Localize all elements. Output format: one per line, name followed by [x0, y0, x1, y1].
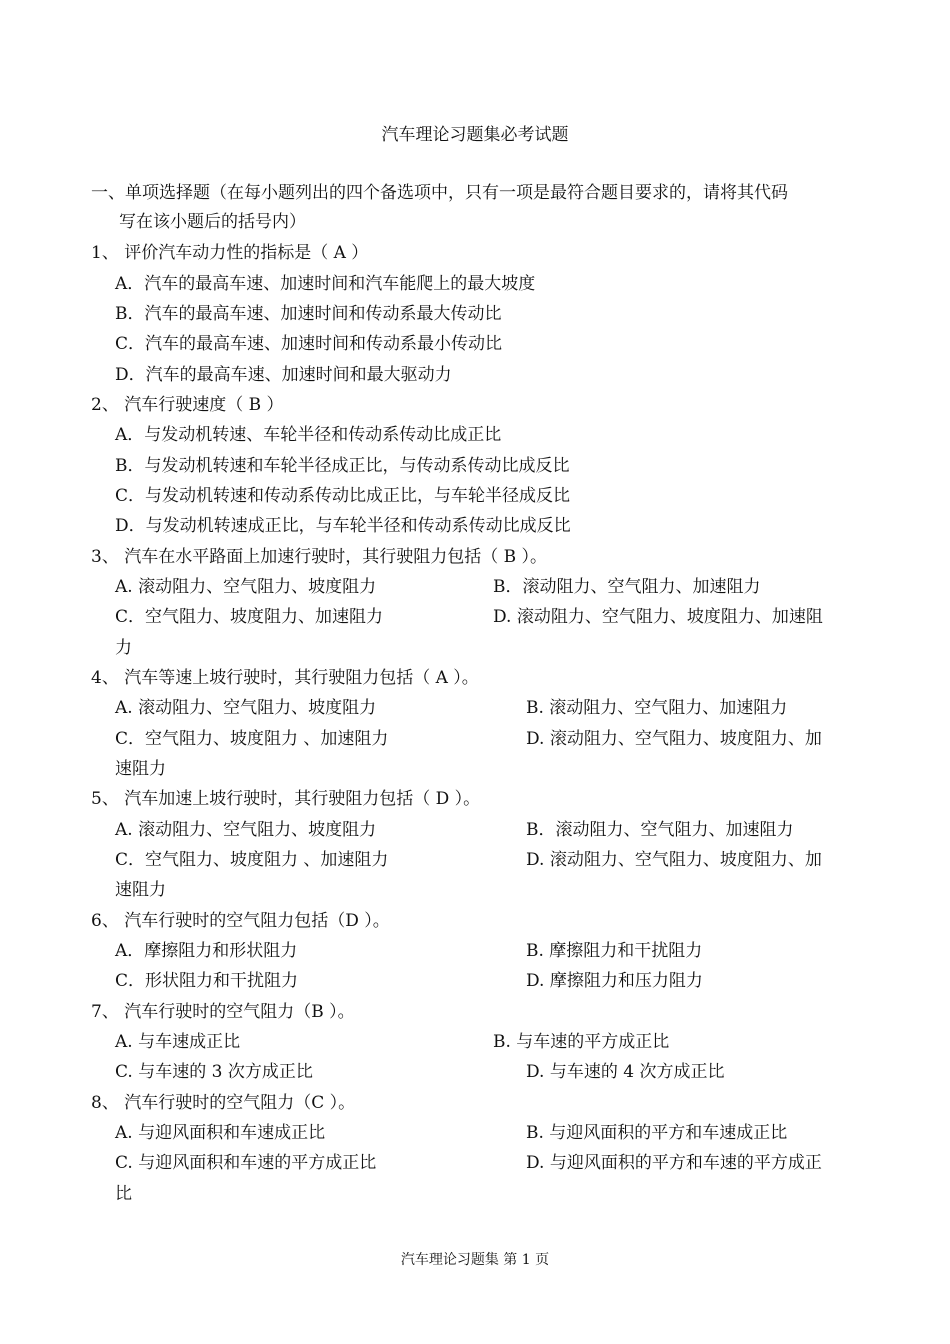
option-c: C．空气阻力、坡度阻力 、加速阻力: [115, 850, 389, 870]
option-d: D. 滚动阻力、空气阻力、坡度阻力、加: [526, 850, 822, 870]
option-d: D．汽车的最高车速、加速时间和最大驱动力: [115, 365, 452, 385]
option-d-continued: 速阻力: [115, 880, 166, 900]
option-a: A. 滚动阻力、空气阻力、坡度阻力: [115, 577, 377, 597]
option-b: B. 滚动阻力、空气阻力、加速阻力: [526, 698, 788, 718]
option-b: B. 摩擦阻力和干扰阻力: [526, 941, 703, 961]
option-b: B．滚动阻力、空气阻力、加速阻力: [493, 577, 761, 597]
option-c: C．空气阻力、坡度阻力 、加速阻力: [115, 729, 389, 749]
question-stem: 2、 汽车行驶速度（ B ）: [91, 395, 284, 415]
option-a: A. 与车速成正比: [115, 1032, 241, 1052]
option-d-continued: 比: [115, 1184, 132, 1204]
option-d-continued: 力: [115, 638, 132, 658]
option-c: C．形状阻力和干扰阻力: [115, 971, 299, 991]
option-b: B．与发动机转速和车轮半径成正比，与传动系传动比成反比: [115, 456, 570, 476]
section-heading: 一、单项选择题（在每小题列出的四个备选项中，只有一项是最符合题目要求的，请将其代码: [91, 183, 788, 203]
question-stem: 1、 评价汽车动力性的指标是（ A ）: [91, 243, 369, 263]
option-d-continued: 速阻力: [115, 759, 166, 779]
option-a: A. 与迎风面积和车速成正比: [115, 1123, 326, 1143]
section-heading-continued: 写在该小题后的括号内）: [119, 212, 306, 232]
option-d: D. 与车速的 4 次方成正比: [526, 1062, 725, 1082]
question-stem: 7、 汽车行驶时的空气阻力（B ）。: [91, 1002, 355, 1022]
option-d: D. 摩擦阻力和压力阻力: [526, 971, 703, 991]
option-a: A．与发动机转速、车轮半径和传动系传动比成正比: [115, 425, 502, 445]
page-title: 汽车理论习题集必考试题: [381, 125, 569, 145]
question-stem: 5、 汽车加速上坡行驶时，其行驶阻力包括（ D ）。: [91, 789, 481, 809]
page-footer: 汽车理论习题集 第 1 页: [400, 1252, 550, 1268]
option-a: A．汽车的最高车速、加速时间和汽车能爬上的最大坡度: [115, 274, 536, 294]
option-a: A. 滚动阻力、空气阻力、坡度阻力: [115, 698, 377, 718]
option-b: B. 与车速的平方成正比: [493, 1032, 670, 1052]
option-a: A. 滚动阻力、空气阻力、坡度阻力: [115, 820, 377, 840]
option-c: C. 与车速的 3 次方成正比: [115, 1062, 313, 1082]
option-a: A．摩擦阻力和形状阻力: [115, 941, 298, 961]
option-d: D. 与迎风面积的平方和车速的平方成正: [526, 1153, 822, 1173]
option-d: D. 滚动阻力、空气阻力、坡度阻力、加: [526, 729, 822, 749]
question-stem: 6、 汽车行驶时的空气阻力包括（D ）。: [91, 911, 390, 931]
option-c: C．与发动机转速和传动系传动比成正比，与车轮半径成反比: [115, 486, 571, 506]
option-d: D．与发动机转速成正比，与车轮半径和传动系传动比成反比: [115, 516, 571, 536]
option-d: D. 滚动阻力、空气阻力、坡度阻力、加速阻: [493, 607, 823, 627]
option-c: C．空气阻力、坡度阻力、加速阻力: [115, 607, 384, 627]
option-c: C．汽车的最高车速、加速时间和传动系最小传动比: [115, 334, 503, 354]
option-b: B．滚动阻力、空气阻力、加速阻力: [526, 820, 794, 840]
option-c: C. 与迎风面积和车速的平方成正比: [115, 1153, 377, 1173]
question-stem: 8、 汽车行驶时的空气阻力（C ）。: [91, 1093, 356, 1113]
option-b: B．汽车的最高车速、加速时间和传动系最大传动比: [115, 304, 502, 324]
question-stem: 3、 汽车在水平路面上加速行驶时，其行驶阻力包括（ B ）。: [91, 547, 548, 567]
question-stem: 4、 汽车等速上坡行驶时，其行驶阻力包括（ A ）。: [91, 668, 479, 688]
option-b: B. 与迎风面积的平方和车速成正比: [526, 1123, 788, 1143]
